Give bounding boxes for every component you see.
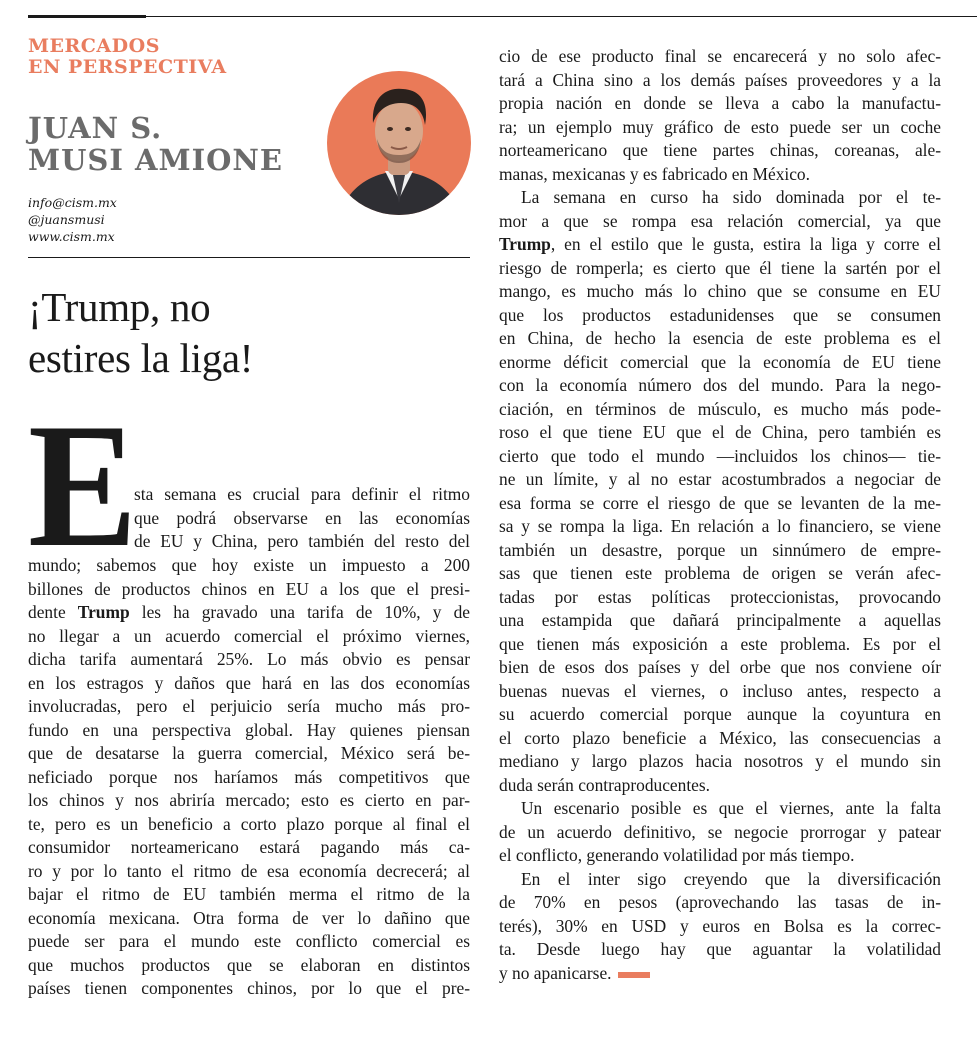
text-line (499, 844, 941, 868)
text-line: que podrá observarse en las economías (134, 507, 470, 528)
text-line: norteamericano que tiene partes chinas, coreanas, ale- (499, 140, 941, 160)
author-contacts (28, 194, 117, 245)
text-fragment: el conflicto, generando volatilidad por más tiempo. (499, 845, 855, 865)
text-line (499, 797, 941, 821)
text-line: involucradas, pero el perjuicio sería mucho más pro- (28, 696, 470, 716)
text-line: te, pero es un beneficio a corto plazo porque al final el (28, 813, 470, 834)
top-rule-thick (28, 15, 146, 18)
headline-line2: estires la liga! (28, 335, 254, 381)
text-line: ra; un ejemplo muy gráfico de esto puede ser un coche (499, 116, 941, 137)
headline-line1: ¡Trump, no (28, 284, 211, 330)
text-line: los chinos y nos abriría mercado; esto es cierto en par- (28, 790, 470, 810)
text-fragment: les ha gravado una tarifa de 10%, y de (129, 602, 470, 622)
text-line: con la economía número dos del mundo. Para la nego- (499, 375, 941, 395)
text-line: riesgo de romperla; es cierto que él tiene la sartén por el (499, 257, 941, 278)
text-line: que muchos productos que se elaboran en distintos (28, 954, 470, 975)
column-1-text (28, 554, 470, 1001)
text-line: esa forma se corre el riesgo de que se levanten de la me- (499, 492, 941, 513)
text-line: que de desatarse la guerra comercial, México será be- (28, 743, 470, 763)
author-photo (327, 71, 471, 215)
text-line (499, 774, 941, 798)
text-fragment: y no apanicarse. (499, 962, 612, 983)
text-line (28, 601, 470, 625)
section-label (28, 36, 308, 78)
drop-cap: E (28, 386, 138, 584)
text-fragment: dente (28, 602, 78, 622)
text-line: tará a China sino a los demás países proveedores y a la (499, 69, 941, 90)
text-line: que tienen más exposición a este problema. Es por el (499, 633, 941, 654)
text-line (499, 962, 941, 986)
contact-twitter[interactable]: @juansmusi (28, 212, 105, 227)
article-end-mark (618, 972, 650, 978)
text-line: cio de ese producto final se encarecerá y no solo afec- (499, 46, 941, 66)
text-line (499, 163, 941, 187)
text-line: también un desastre, porque un sinnúmero de empre- (499, 539, 941, 560)
text-line: buenas nuevas el viernes, o incluso antes, respecto a (499, 680, 941, 701)
text-line: cierto que todo el mundo —incluidos los chinos— tie- (499, 445, 941, 466)
section-label-line2: EN PERSPECTIVA (28, 56, 227, 78)
text-line: una estampida que dañará principalmente a aquellas (499, 610, 941, 630)
contact-website[interactable]: www.cism.mx (28, 229, 115, 244)
text-line: su acuerdo comercial porque aunque la coyuntura en (499, 704, 941, 724)
text-line: economía mexicana. Otra forma de ver lo dañino que (28, 907, 470, 928)
text-line: mediano y largo plazos hacia nosotros y el mundo sin (499, 751, 941, 771)
text-line (499, 186, 941, 210)
text-line: que los productos estadunidenses que se consumen (499, 304, 941, 325)
text-line: sa y se rompa la liga. En relación a lo financiero, se viene (499, 516, 941, 536)
text-line: enorme déficit comercial que la economía de EU tiene (499, 351, 941, 372)
text-line: de un acuerdo definitivo, se negocie prorrogar y patear (499, 821, 941, 842)
text-line: ro y por lo tanto el ritmo de esa economía decrecerá; al (28, 860, 470, 881)
text-line: el corto plazo beneficie a México, las consecuencias a (499, 727, 941, 748)
author-name (28, 112, 328, 176)
text-fragment: , en el estilo que le gusta, estira la liga y corre el (550, 234, 941, 254)
text-line: bien de esos dos países y del orbe que nos conviene oír (499, 657, 941, 677)
text-line: consumidor norteamericano estará pagando más ca- (28, 837, 470, 857)
text-line: bajar el ritmo de EU también merma el ritmo de la (28, 884, 470, 904)
section-label-line1: MERCADOS (28, 35, 160, 57)
text-line: no llegar a un acuerdo comercial el próximo viernes, (28, 625, 470, 646)
text-line: ne un límite, y al no estar acostumbrados a negociar de (499, 469, 941, 489)
text-line: terés), 30% en USD y euros en Bolsa es la correc- (499, 915, 941, 936)
author-name-line1: JUAN S. (28, 111, 163, 145)
text-line: tadas por estas políticas proteccionistas, provocando (499, 586, 941, 607)
headline (28, 282, 468, 384)
column-2-text (499, 45, 941, 985)
text-fragment: La semana en curso ha sido dominada por el te- (521, 187, 941, 207)
column-1-dropcap-lines (134, 483, 470, 554)
text-line: dicha tarifa aumentará 25%. Lo más obvio es pensar (28, 649, 470, 669)
top-rule-thin (146, 16, 977, 17)
text-line: ciación, en términos de músculo, es mucho más pode- (499, 398, 941, 419)
text-line: de EU y China, pero también del resto del (134, 531, 470, 551)
text-line: billones de productos chinos en EU a los que el presi- (28, 578, 470, 599)
text-line (499, 868, 941, 892)
text-line (499, 233, 941, 257)
bold-name: Trump (499, 234, 551, 254)
author-name-line2: MUSI AMIONE (28, 143, 284, 177)
text-line: mor a que se rompa esa relación comercial, ya que (499, 210, 941, 231)
text-fragment: En el inter sigo creyendo que la diversificación (521, 868, 941, 889)
text-line: roso el que tiene EU que el de China, pero también es (499, 422, 941, 442)
text-line: mango, es mucho más lo chino que se consume en EU (499, 281, 941, 301)
text-line: en los estragos y daños que hará en las dos economías (28, 672, 470, 693)
text-line: ta. Desde luego hay que aguantar la volatilidad (499, 939, 941, 959)
text-line: en China, de hecho la esencia de este problema es el (499, 328, 941, 348)
contact-email[interactable]: info@cism.mx (28, 195, 117, 210)
text-line: fundo en una perspectiva global. Hay quienes piensan (28, 719, 470, 740)
text-line: sta semana es crucial para definir el ritmo (134, 484, 470, 504)
text-line: sas que tienen este problema de origen se verán afec- (499, 563, 941, 583)
text-fragment: Un escenario posible es que el viernes, ante la falta (521, 798, 941, 818)
header-rule (28, 257, 470, 258)
text-line: neficiado porque nos haríamos más competitivos que (28, 766, 470, 787)
text-line: propia nación en donde se lleva a cabo la manufactu- (499, 93, 941, 113)
text-fragment: duda serán contraproducentes. (499, 774, 711, 795)
text-line: de 70% en pesos (aprovechando las tasas de in- (499, 892, 941, 912)
text-line: mundo; sabemos que hoy existe un impuesto a 200 (28, 555, 470, 575)
text-line: países tienen componentes chinos, por lo que el pre- (28, 978, 470, 998)
text-fragment: manas, mexicanas y es fabricado en México. (499, 163, 810, 184)
text-line: puede ser para el mundo este conflicto comercial es (28, 931, 470, 951)
bold-name: Trump (77, 602, 130, 622)
